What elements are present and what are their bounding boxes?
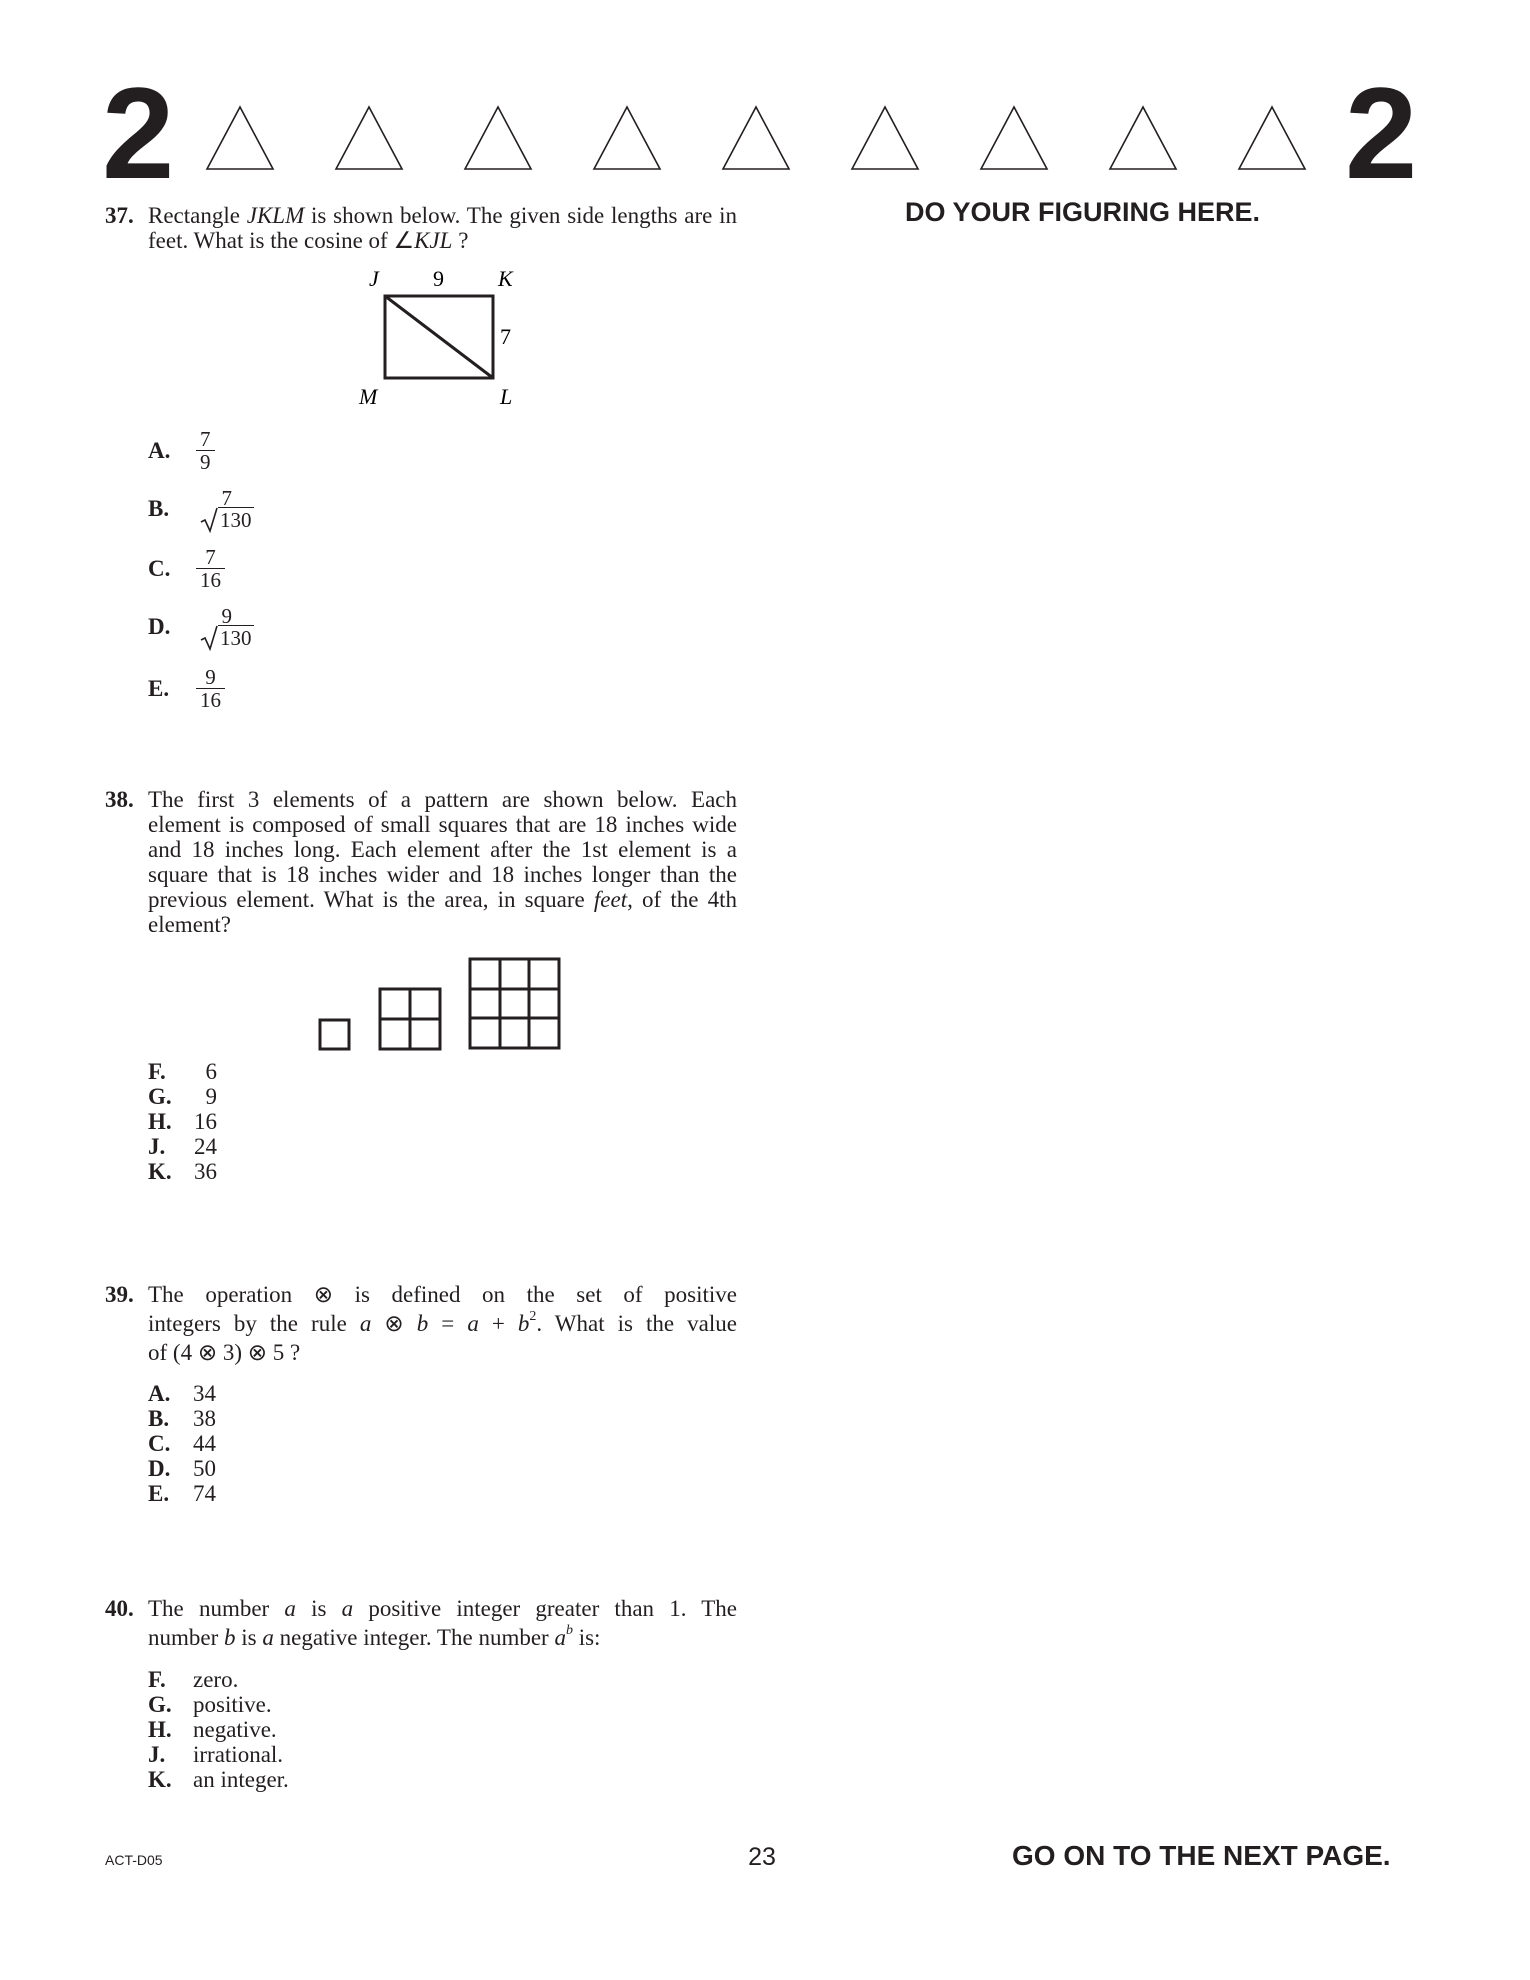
option-letter: J. [148,1134,166,1159]
question-number: 37. [105,203,134,228]
option-value: an integer. [193,1767,289,1792]
pattern-element-3 [470,959,559,1048]
option-letter: K. [148,1159,172,1184]
question-39-options [148,1381,216,1506]
triangle-icon [981,107,1047,169]
denominator: 9 [196,450,215,473]
numerator: 7 [205,545,216,569]
page-number: 23 [748,1843,776,1871]
fraction [196,487,258,531]
pattern-element-2 [380,989,440,1049]
option-a[interactable] [148,428,215,473]
fraction [196,605,258,649]
triangle-icon [723,107,789,169]
option-d[interactable] [148,605,258,649]
square-root [200,627,254,649]
radicand: 130 [220,508,252,532]
text-line: The operation ⊗ is defined on the set of positive [148,1282,737,1307]
question-text-line-2 [148,1623,737,1652]
section-number-left: 2 [102,60,173,206]
option-d[interactable] [148,1456,216,1481]
option-letter: B. [148,1406,170,1431]
vertex-label-m: M [359,384,378,408]
vertex-label-l: L [500,384,513,408]
option-f[interactable] [148,1667,289,1692]
question-text-line-1 [148,1280,737,1309]
option-letter: E. [148,675,170,701]
option-letter: J. [148,1742,166,1767]
option-c[interactable] [148,1431,216,1456]
option-value: negative. [193,1717,277,1742]
option-k[interactable] [148,1159,217,1184]
triangle-icon [852,107,918,169]
question-number: 39. [105,1282,134,1307]
question-number: 40. [105,1596,134,1621]
question-37 [105,203,737,253]
option-value: 36 [194,1159,217,1184]
option-letter: G. [148,1692,172,1717]
option-value: zero. [193,1667,239,1692]
option-letter: D. [148,1456,171,1481]
question-40-options [148,1667,289,1792]
option-value: positive. [193,1692,272,1717]
option-b[interactable] [148,487,258,531]
question-number: 38. [105,787,134,812]
option-letter: C. [148,1431,171,1456]
denominator-radical [196,627,258,649]
diagonal-jl [385,296,493,378]
radical-sign-icon [200,625,218,651]
option-e[interactable] [148,666,225,711]
next-page-note: GO ON TO THE NEXT PAGE. [1012,1840,1391,1871]
option-value: irrational. [193,1742,284,1767]
question-text-line-1 [148,1594,737,1623]
numerator: 7 [221,486,232,510]
text-line: . What is the value [536,1311,737,1336]
question-text-line-2 [148,1309,737,1338]
question-39 [105,1280,737,1367]
option-value: 38 [193,1406,216,1431]
option-letter: D. [148,614,171,639]
side-label-right: 7 [500,324,511,349]
numerator: 7 [200,427,211,451]
option-value: 34 [193,1381,216,1406]
option-b[interactable] [148,1406,216,1431]
form-code: ACT-D05 [105,1852,163,1868]
numerator: 9 [205,665,216,689]
text-line: The number a is a positive integer greater than 1. The [148,1596,738,1621]
question-38-options [148,1059,217,1184]
triangle-icon [465,107,531,169]
option-h[interactable] [148,1717,289,1742]
vertex-label-j: J [369,266,379,291]
denominator: 16 [196,688,225,711]
question-38 [105,787,737,937]
question-37-text: Rectangle JKLM is shown below. The given side lengths are in feet. What is the cosine of ∠KJL ? [148,203,737,253]
vertex-label-k: K [498,266,513,291]
triangle-icon [336,107,402,169]
option-letter: G. [148,1084,172,1109]
option-h[interactable] [148,1109,217,1134]
option-a[interactable] [148,1381,216,1406]
option-value: 50 [193,1456,216,1481]
option-letter: C. [148,555,171,581]
option-j[interactable] [148,1742,289,1767]
option-letter: E. [148,1481,170,1506]
option-g[interactable] [148,1084,217,1109]
question-text [148,203,737,253]
option-letter: H. [148,1109,172,1134]
triangle-icon [207,107,273,169]
side-label-top: 9 [433,266,444,291]
figuring-note: DO YOUR FIGURING HERE. [905,197,1261,227]
text-line: number b is a negative integer. The number a [148,1625,566,1650]
triangle-divider [205,104,1330,172]
option-letter: A. [148,437,171,463]
option-letter: A. [148,1381,171,1406]
fraction [196,666,225,711]
square-pattern-figure [315,955,565,1055]
pattern-element-1 [320,1020,349,1049]
text-line: integers by the rule a ⊗ b = a + b [148,1311,530,1336]
option-value: 24 [194,1134,217,1159]
rectangle-jklm-figure [355,258,525,408]
option-f[interactable] [148,1059,217,1084]
text-line: of (4 ⊗ 3) ⊗ 5 ? [148,1340,301,1365]
option-value: 44 [193,1431,216,1456]
section-number-right: 2 [1345,60,1416,206]
option-letter: F. [148,1059,166,1084]
option-g[interactable] [148,1692,289,1717]
option-letter: B. [148,496,170,521]
option-j[interactable] [148,1134,217,1159]
option-k[interactable] [148,1767,289,1792]
option-value: 16 [194,1109,217,1134]
exponent: 2 [529,1309,537,1325]
option-value: 74 [193,1481,216,1506]
exponent: b [565,1623,573,1639]
option-c[interactable] [148,546,225,591]
triangle-icon [1239,107,1305,169]
option-value: 6 [205,1059,217,1084]
option-letter: H. [148,1717,172,1742]
fraction [196,428,215,473]
text-line: is: [572,1625,601,1650]
fraction [196,546,225,591]
numerator: 9 [221,604,232,628]
triangle-icon [594,107,660,169]
question-text-line-3 [148,1338,737,1367]
option-letter: F. [148,1667,166,1692]
question-40 [105,1594,737,1652]
denominator-radical [196,509,258,531]
option-letter: K. [148,1767,172,1792]
question-text [148,787,737,937]
triangle-icon [1110,107,1176,169]
radical-sign-icon [200,507,218,533]
square-root [200,509,254,531]
denominator: 16 [196,568,225,591]
option-value: 9 [205,1084,217,1109]
option-e[interactable] [148,1481,216,1506]
radicand: 130 [220,626,252,650]
question-38-text: The first 3 elements of a pattern are shown below. Each element is composed of small squares that are 18 inches wide and 18 inches long. Each element after the 1st element is a square that is 18 inches wider and 18 inches longer than the previous element. What is the area, in square feet, of the 4th element? [148,787,737,937]
